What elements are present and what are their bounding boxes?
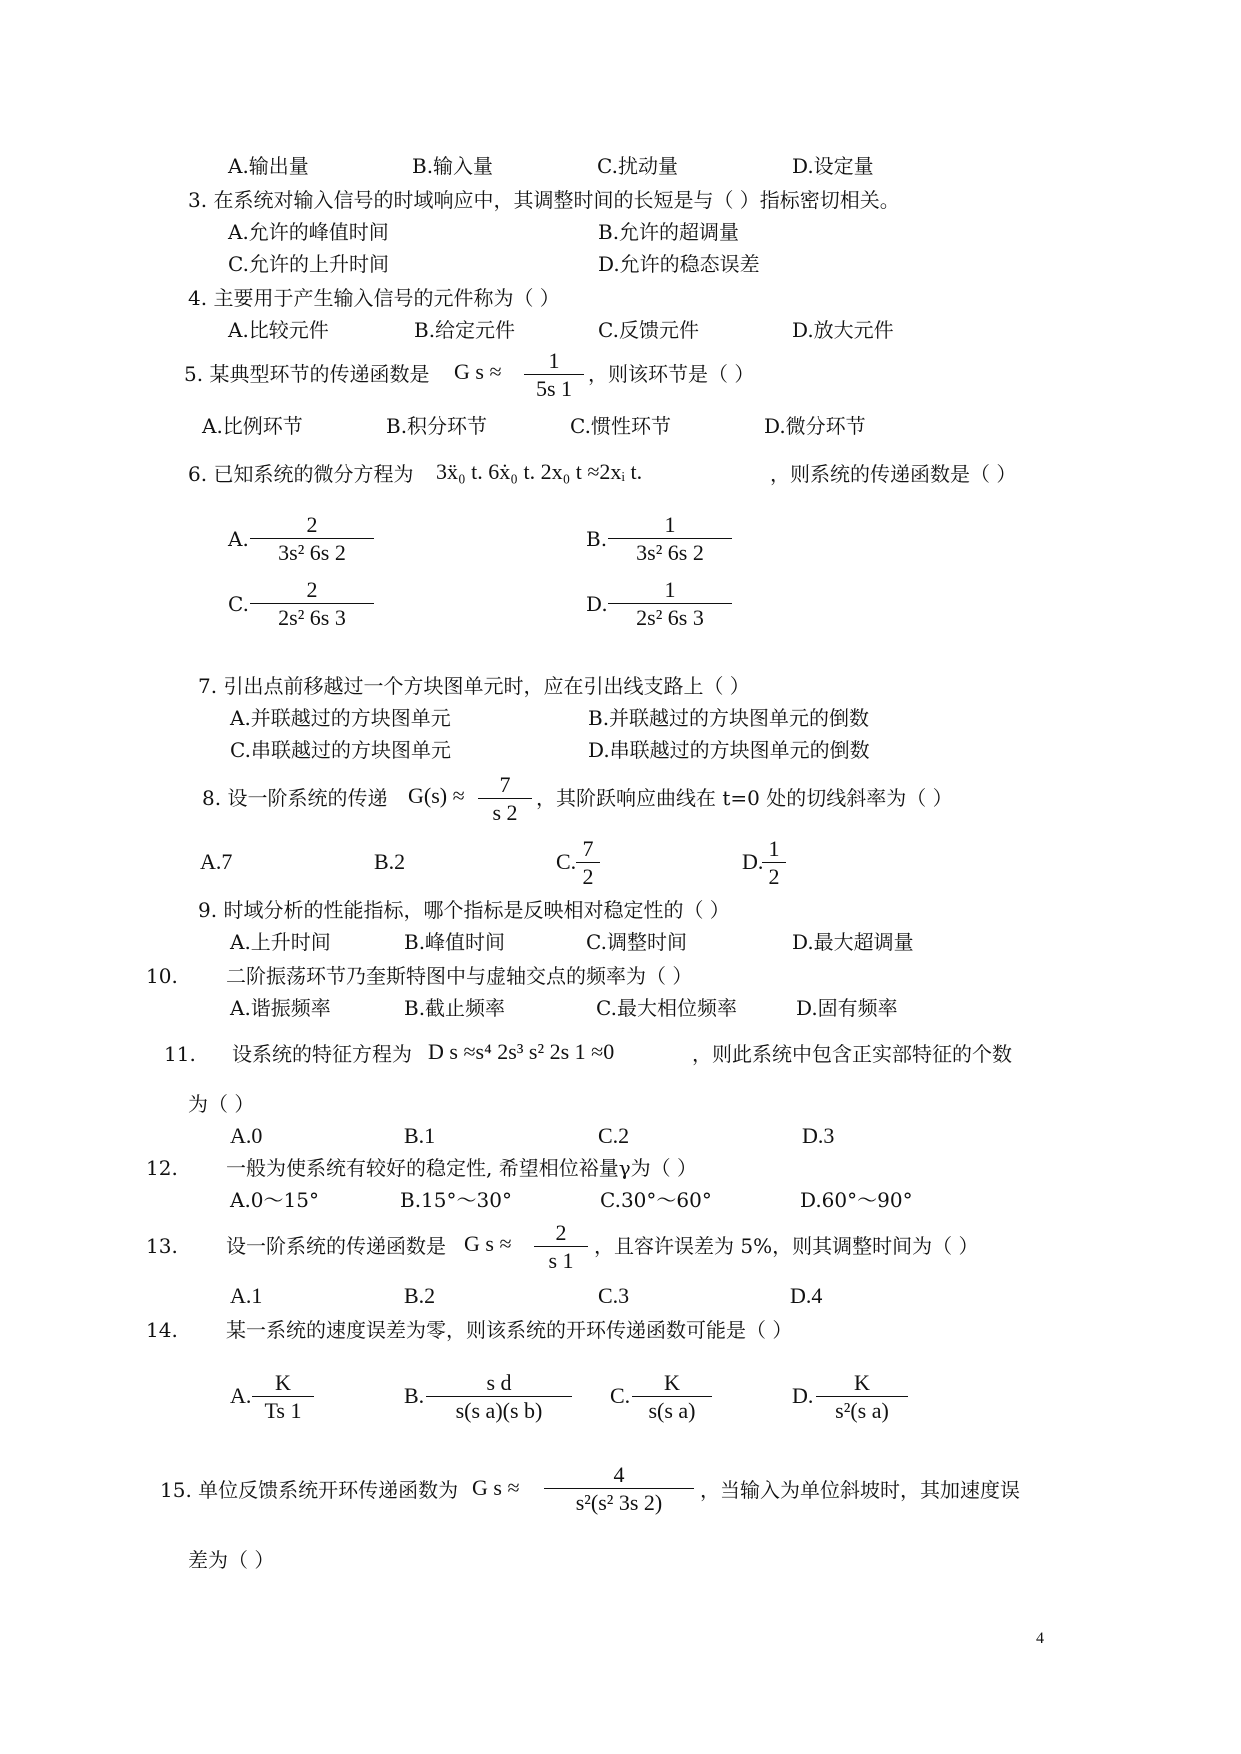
q13-option-c: C.3 bbox=[598, 1283, 630, 1308]
q15-denominator: s²(s² 3s 2) bbox=[575, 1490, 663, 1515]
q6-b-numerator: 1 bbox=[664, 512, 676, 537]
q13-option-a: A.1 bbox=[230, 1283, 263, 1308]
q9-option-a: A.上升时间 bbox=[230, 930, 331, 954]
q12-option-c: C.30°～60° bbox=[600, 1188, 712, 1212]
q4-option-b: B.给定元件 bbox=[414, 318, 516, 342]
q9-option-d: D.最大超调量 bbox=[792, 930, 914, 954]
q13-option-d: D.4 bbox=[790, 1283, 823, 1308]
q8-expression: G(s) ≈ bbox=[408, 783, 465, 808]
q5-option-d: D.微分环节 bbox=[764, 414, 866, 438]
q6-a-denominator: 3s² 6s 2 bbox=[278, 540, 346, 565]
q6-d-numerator: 1 bbox=[664, 577, 676, 602]
q8-option-c-fraction bbox=[576, 836, 600, 891]
q6-a-numerator: 2 bbox=[306, 512, 318, 537]
q7-option-d: D.串联越过的方块图单元的倒数 bbox=[588, 738, 870, 762]
q8-c-numerator: 7 bbox=[582, 836, 594, 861]
q6-b-denominator: 3s² 6s 2 bbox=[636, 540, 704, 565]
q5-expression: G s ≈ bbox=[454, 359, 502, 384]
q9-stem: 9. 时域分析的性能指标，哪个指标是反映相对稳定性的（ ） bbox=[198, 898, 730, 922]
q2-option-b: B.输入量 bbox=[412, 154, 494, 178]
q6-stem-post: ，则系统的传递函数是（ ） bbox=[770, 462, 1017, 486]
q5-stem-pre: 5. 某典型环节的传递函数是 bbox=[184, 362, 430, 386]
q8-option-d-fraction bbox=[762, 836, 786, 891]
q8-c-denominator: 2 bbox=[582, 864, 594, 889]
q14-c-denominator: s(s a) bbox=[648, 1398, 696, 1423]
q14-a-numerator: K bbox=[275, 1370, 291, 1395]
q6-option-d-fraction bbox=[608, 577, 732, 632]
q2-option-d: D.设定量 bbox=[792, 154, 874, 178]
q10-option-a: A.谐振频率 bbox=[230, 996, 331, 1020]
q11-option-a: A.0 bbox=[230, 1123, 263, 1148]
q3-stem: 3. 在系统对输入信号的时域响应中，其调整时间的长短是与（ ）指标密切相关。 bbox=[188, 188, 900, 212]
q11-stem-continued: 为（ ） bbox=[188, 1092, 255, 1116]
q6-c-denominator: 2s² 6s 3 bbox=[278, 605, 346, 630]
q6-option-c-fraction bbox=[250, 577, 374, 632]
q13-expression: G s ≈ bbox=[464, 1231, 512, 1256]
q11-stem-pre: 设系统的特征方程为 bbox=[232, 1042, 412, 1066]
q15-stem-continued: 差为（ ） bbox=[188, 1548, 275, 1572]
q14-option-a-fraction bbox=[252, 1370, 314, 1425]
q6-option-b-fraction bbox=[608, 512, 732, 567]
q15-stem-post: ，当输入为单位斜坡时，其加速度误 bbox=[700, 1478, 1020, 1502]
q6-d-denominator: 2s² 6s 3 bbox=[636, 605, 704, 630]
q6-c-numerator: 2 bbox=[306, 577, 318, 602]
q8-option-b: B.2 bbox=[374, 849, 406, 874]
q8-d-denominator: 2 bbox=[768, 864, 780, 889]
q8-option-c-label: C. bbox=[556, 849, 577, 874]
q7-option-c: C.串联越过的方块图单元 bbox=[230, 738, 451, 762]
q4-option-a: A.比较元件 bbox=[228, 318, 329, 342]
q14-option-c-label: C. bbox=[610, 1383, 631, 1408]
q11-stem-post: ，则此系统中包含正实部特征的个数 bbox=[692, 1042, 1012, 1066]
q12-option-b: B.15°～30° bbox=[400, 1188, 512, 1212]
q3-option-d: D.允许的稳态误差 bbox=[598, 252, 760, 276]
q4-option-c: C.反馈元件 bbox=[598, 318, 699, 342]
q11-expression: D s ≈s⁴ 2s³ s² 2s 1 ≈0 bbox=[428, 1039, 615, 1064]
q12-option-d: D.60°～90° bbox=[800, 1188, 913, 1212]
q5-numerator: 1 bbox=[548, 348, 560, 373]
q11-option-b: B.1 bbox=[404, 1123, 436, 1148]
q6-option-d-label: D. bbox=[586, 592, 608, 616]
q4-option-d: D.放大元件 bbox=[792, 318, 894, 342]
q8-option-a: A.7 bbox=[200, 849, 233, 874]
q13-number: 13. bbox=[146, 1234, 178, 1258]
q9-option-b: B.峰值时间 bbox=[404, 930, 506, 954]
q13-stem-post: ，且容许误差为 5%，则其调整时间为（ ） bbox=[594, 1234, 979, 1258]
q5-option-b: B.积分环节 bbox=[386, 414, 488, 438]
q14-option-c-fraction bbox=[632, 1370, 712, 1425]
q13-numerator: 2 bbox=[555, 1220, 567, 1245]
q6-expression: 3ẍ₀ t. 6ẋ₀ t. 2x₀ t ≈2xᵢ t. bbox=[436, 459, 643, 484]
q2-option-c: C.扰动量 bbox=[597, 154, 678, 178]
q5-fraction bbox=[524, 348, 584, 403]
q14-d-denominator: s²(s a) bbox=[835, 1398, 889, 1423]
q14-option-b-label: B. bbox=[404, 1383, 425, 1408]
q14-c-numerator: K bbox=[664, 1370, 680, 1395]
q13-denominator: s 1 bbox=[548, 1248, 574, 1273]
q10-option-b: B.截止频率 bbox=[404, 996, 506, 1020]
q14-stem: 某一系统的速度误差为零，则该系统的开环传递函数可能是（ ） bbox=[226, 1318, 793, 1342]
q8-fraction bbox=[478, 772, 532, 827]
q8-d-numerator: 1 bbox=[768, 836, 780, 861]
q11-option-d: D.3 bbox=[802, 1123, 835, 1148]
q10-option-c: C.最大相位频率 bbox=[596, 996, 737, 1020]
q8-numerator: 7 bbox=[499, 772, 511, 797]
q11-option-c: C.2 bbox=[598, 1123, 630, 1148]
q6-option-b-label: B. bbox=[586, 527, 608, 551]
q6-stem-pre: 6. 已知系统的微分方程为 bbox=[188, 462, 414, 486]
q2-option-a: A.输出量 bbox=[228, 154, 309, 178]
q5-option-c: C.惯性环节 bbox=[570, 414, 671, 438]
q8-denominator: s 2 bbox=[492, 800, 518, 825]
q13-fraction bbox=[534, 1220, 588, 1275]
q12-number: 12. bbox=[146, 1156, 178, 1180]
q4-stem: 4. 主要用于产生输入信号的元件称为（ ） bbox=[188, 286, 560, 310]
q10-stem: 二阶振荡环节乃奎斯特图中与虚轴交点的频率为（ ） bbox=[226, 964, 693, 988]
q3-option-a: A.允许的峰值时间 bbox=[228, 220, 389, 244]
q13-stem-pre: 设一阶系统的传递函数是 bbox=[226, 1234, 446, 1258]
q12-stem: 一般为使系统有较好的稳定性, 希望相位裕量γ为（ ） bbox=[226, 1156, 698, 1180]
q7-option-b: B.并联越过的方块图单元的倒数 bbox=[588, 706, 870, 730]
q5-stem-post: ，则该环节是（ ） bbox=[588, 362, 755, 386]
q15-stem-pre: 15. 单位反馈系统开环传递函数为 bbox=[160, 1478, 459, 1502]
q15-fraction bbox=[544, 1462, 694, 1517]
q3-option-c: C.允许的上升时间 bbox=[228, 252, 389, 276]
q14-number: 14. bbox=[146, 1318, 178, 1342]
q14-a-denominator: Ts 1 bbox=[264, 1398, 302, 1423]
q8-stem-post: ，其阶跃响应曲线在 t=0 处的切线斜率为（ ） bbox=[536, 786, 953, 810]
q14-option-d-fraction bbox=[816, 1370, 908, 1425]
q6-option-c-label: C. bbox=[228, 592, 249, 616]
q10-option-d: D.固有频率 bbox=[796, 996, 898, 1020]
q5-option-a: A.比例环节 bbox=[202, 414, 303, 438]
q14-option-a-label: A. bbox=[230, 1383, 252, 1408]
q13-option-b: B.2 bbox=[404, 1283, 436, 1308]
q9-option-c: C.调整时间 bbox=[586, 930, 687, 954]
q14-b-numerator: s d bbox=[486, 1370, 512, 1395]
q3-option-b: B.允许的超调量 bbox=[598, 220, 740, 244]
page-number: 4 bbox=[1036, 1630, 1044, 1647]
q14-b-denominator: s(s a)(s b) bbox=[455, 1398, 543, 1423]
q10-number: 10. bbox=[146, 964, 178, 988]
q15-numerator: 4 bbox=[613, 1462, 625, 1487]
q8-option-d-label: D. bbox=[742, 849, 764, 874]
q8-stem-pre: 8. 设一阶系统的传递 bbox=[202, 786, 388, 810]
q15-expression: G s ≈ bbox=[472, 1475, 520, 1500]
q11-number: 11. bbox=[164, 1042, 196, 1066]
q6-option-a-label: A. bbox=[228, 527, 249, 551]
q5-denominator: 5s 1 bbox=[535, 376, 573, 401]
q12-option-a: A.0～15° bbox=[230, 1188, 319, 1212]
q7-option-a: A.并联越过的方块图单元 bbox=[230, 706, 451, 730]
q14-option-d-label: D. bbox=[792, 1383, 814, 1408]
q14-option-b-fraction bbox=[426, 1370, 572, 1425]
q14-d-numerator: K bbox=[854, 1370, 870, 1395]
q7-stem: 7. 引出点前移越过一个方块图单元时，应在引出线支路上（ ） bbox=[198, 674, 750, 698]
q6-option-a-fraction bbox=[250, 512, 374, 567]
